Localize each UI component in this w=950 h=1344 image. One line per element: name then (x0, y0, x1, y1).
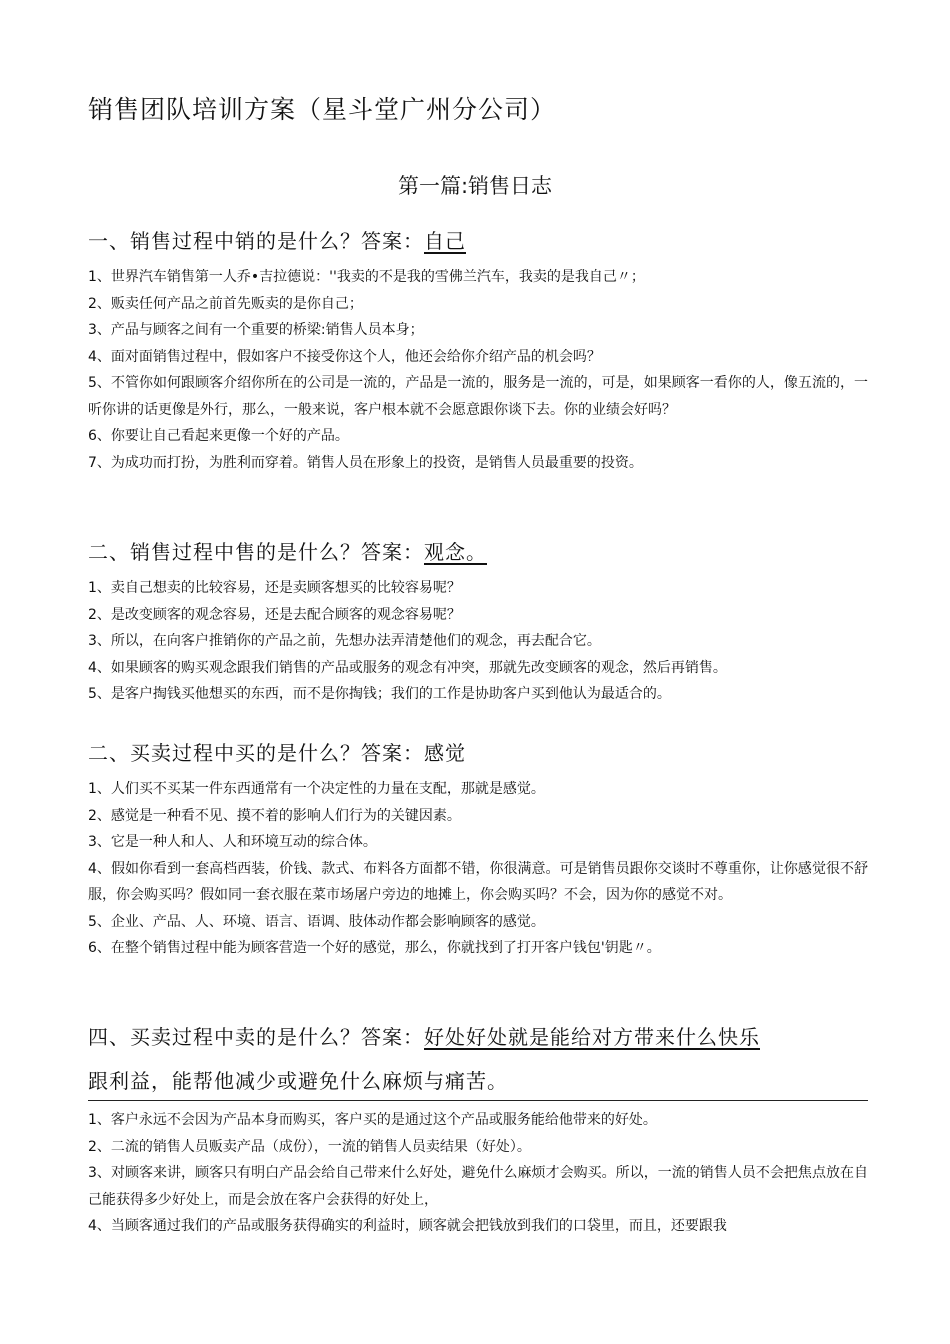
section-heading: 二、销售过程中售的是什么？答案：观念。 (88, 540, 487, 564)
list-item: 4、假如你看到一套高档西装，价钱、款式、布料各方面都不错，你很满意。可是销售员跟你交谈时不尊重你，让你感觉很不舒服，你会购买吗？假如同一套衣服在菜市场屠户旁边的地摊上，你会购买吗？不会，因为你的感觉不对。 (88, 860, 868, 903)
list-item: 2、感觉是一种看不见、摸不着的影响人们行为的关键因素。 (88, 807, 461, 824)
document-title: 销售团队培训方案（星斗堂广州分公司） (88, 95, 557, 124)
list-item: 7、为成功而打扮，为胜利而穿着。销售人员在形象上的投资，是销售人员最重要的投资。 (88, 454, 643, 471)
list-item: 3、所以，在向客户推销你的产品之前，先想办法弄清楚他们的观念，再去配合它。 (88, 633, 601, 649)
list-item: 5、企业、产品、人、环境、语言、语调、肢体动作都会影响顾客的感觉。 (88, 913, 545, 930)
section-2 (88, 537, 868, 708)
list-item: 3、它是一种人和人、人和环境互动的综合体。 (88, 834, 377, 850)
list-item: 1、卖自己想卖的比较容易，还是卖顾客想买的比较容易呢？ (88, 580, 461, 596)
heading-answer: 自己 (424, 229, 466, 253)
heading-rule (88, 1100, 868, 1101)
section-heading: 二、买卖过程中买的是什么？答案：感觉 (88, 741, 466, 765)
section-3 (88, 738, 868, 962)
list-item: 2、是改变顾客的观念容易，还是去配合顾客的观念容易呢？ (88, 606, 461, 623)
list-item: 4、如果顾客的购买观念跟我们销售的产品或服务的观念有冲突，那就先改变顾客的观念，然后再销售。 (88, 659, 727, 676)
list-item: 5、是客户掏钱买他想买的东西，而不是你掏钱；我们的工作是协助客户买到他认为最适合的。 (88, 686, 671, 702)
section-heading: 四、买卖过程中卖的是什么？答案：好处好处就是能给对方带来什么快乐 (88, 1025, 760, 1049)
heading-answer: 好处好处就是能给对方带来什么快乐 (424, 1025, 760, 1049)
list-item: 1、世界汽车销售第一人乔•吉拉德说：''我卖的不是我的雪佛兰汽车，我卖的是我自己〃； (88, 269, 645, 285)
list-item: 1、客户永远不会因为产品本身而购买，客户买的是通过这个产品或服务能给他带来的好处。 (88, 1112, 657, 1128)
list-item: 1、人们买不买某一件东西通常有一个决定性的力量在支配，那就是感觉。 (88, 781, 545, 797)
list-item: 2、贩卖任何产品之前首先贩卖的是你自己； (88, 295, 363, 312)
list-item: 3、产品与顾客之间有一个重要的桥梁:销售人员本身； (88, 322, 424, 338)
list-item: 2、二流的销售人员贩卖产品（成份），一流的销售人员卖结果（好处）。 (88, 1138, 531, 1155)
chapter-title: 第一篇:销售日志 (397, 174, 553, 198)
list-item: 3、对顾客来讲，顾客只有明白产品会给自己带来什么好处，避免什么麻烦才会购买。所以，一流的销售人员不会把焦点放在自己能获得多少好处上，而是会放在客户会获得的好处上， (88, 1165, 868, 1208)
section-4 (88, 1022, 868, 1240)
section-heading-continued: 跟利益，能帮他减少或避免什么麻烦与痛苦。 (88, 1069, 508, 1093)
section-heading: 一、销售过程中销的是什么？答案：自己 (88, 229, 466, 253)
list-item: 6、你要让自己看起来更像一个好的产品。 (88, 428, 349, 444)
heading-answer: 观念。 (424, 540, 487, 564)
list-item: 4、当顾客通过我们的产品或服务获得确实的利益时，顾客就会把钱放到我们的口袋里，而且，还要跟我 (88, 1218, 727, 1234)
list-item: 6、在整个销售过程中能为顾客营造一个好的感觉，那么，你就找到了打开客户钱包'钥匙〃。 (88, 940, 661, 956)
list-item: 5、不管你如何跟顾客介绍你所在的公司是一流的，产品是一流的，服务是一流的，可是，如果顾客一看你的人，像五流的，一听你讲的话更像是外行，那么，一般来说，客户根本就不会愿意跟你谈下去。你的业绩会好吗？ (88, 375, 868, 418)
section-1 (88, 226, 868, 476)
list-item: 4、面对面销售过程中，假如客户不接受你这个人，他还会给你介绍产品的机会吗？ (88, 348, 601, 365)
